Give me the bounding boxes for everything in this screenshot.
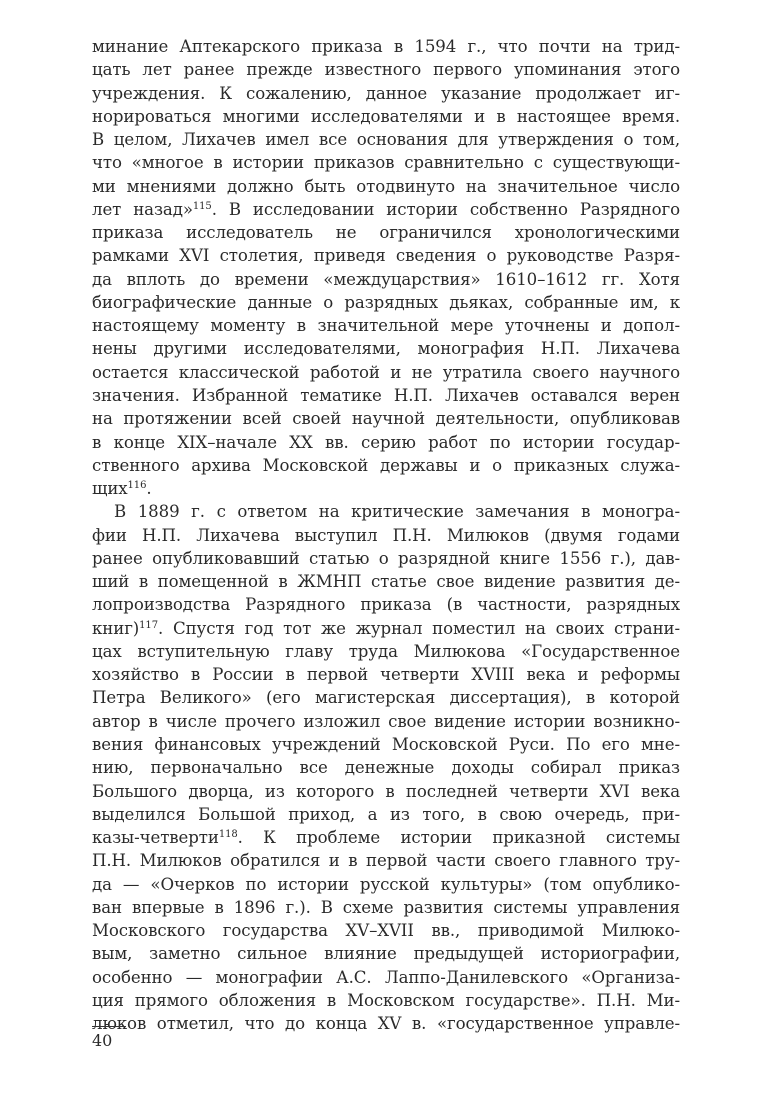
line-text: . К проблеме истории приказной системы bbox=[237, 828, 680, 848]
line-text: остается классической работой и не утратила своего научного bbox=[92, 362, 680, 382]
line-text: вения финансовых учреждений Московской Руси. По его мне- bbox=[92, 734, 680, 754]
line-text: да вплоть до времени «междуцарствия» 1610–1612 гг. Хотя bbox=[92, 269, 680, 289]
line-text: ция прямого обложения в Московском государстве». П.Н. Ми- bbox=[92, 990, 680, 1010]
line-text: лет назад» bbox=[92, 199, 193, 219]
text-line bbox=[92, 337, 680, 360]
text-line bbox=[92, 873, 680, 896]
line-text: цать лет ранее прежде известного первого упоминания этого bbox=[92, 60, 680, 80]
page-number: 40 bbox=[92, 1031, 113, 1050]
footnote-ref: 115 bbox=[192, 200, 212, 212]
line-text: . Спустя год тот же журнал поместил на своих страни- bbox=[157, 618, 680, 638]
text-line bbox=[92, 175, 680, 198]
line-text: особенно — монографии А.С. Лаппо-Данилевского «Организа- bbox=[92, 967, 680, 987]
text-line bbox=[92, 291, 680, 314]
line-text: . В исследовании истории собственно Разрядного bbox=[211, 199, 680, 219]
footnote-ref: 116 bbox=[127, 480, 147, 492]
line-text: ший в помещенной в ЖМНП статье свое видение развития де- bbox=[92, 572, 680, 592]
line-text: Петра Великого» (его магистерская диссертация), в которой bbox=[92, 688, 680, 708]
line-text: автор в числе прочего изложил свое видение истории возникно- bbox=[92, 711, 680, 731]
text-line bbox=[92, 686, 680, 709]
text-line bbox=[92, 500, 680, 523]
text-line bbox=[92, 710, 680, 733]
paragraph bbox=[92, 35, 680, 500]
text-line bbox=[92, 151, 680, 174]
page-number-rule bbox=[92, 1026, 126, 1027]
line-text: рамками XVI столетия, приведя сведения о руководстве Разря- bbox=[92, 246, 680, 266]
line-text: Московского государства XV–XVII вв., приводимой Милюко- bbox=[92, 921, 680, 941]
text-line bbox=[92, 407, 680, 430]
footnote-ref: 118 bbox=[218, 829, 238, 841]
line-text: лопроизводства Разрядного приказа (в частности, разрядных bbox=[92, 595, 680, 615]
text-line bbox=[92, 780, 680, 803]
line-text: щих bbox=[92, 479, 128, 499]
line-text: вым, заметно сильное влияние предыдущей историографии, bbox=[92, 944, 680, 964]
line-text: в конце XIX–начале XX вв. серию работ по истории государ- bbox=[92, 432, 680, 452]
line-text: В 1889 г. с ответом на критические замечания в моногра- bbox=[114, 502, 680, 522]
text-line bbox=[92, 640, 680, 663]
text-line bbox=[92, 35, 680, 58]
line-text: нены другими исследователями, монография Н.П. Лихачева bbox=[92, 339, 680, 359]
text-line bbox=[92, 756, 680, 779]
line-text: цах вступительную главу труда Милюкова «Государственное bbox=[92, 641, 680, 661]
text-line bbox=[92, 570, 680, 593]
text-line bbox=[92, 896, 680, 919]
text-line bbox=[92, 617, 680, 640]
text-line bbox=[92, 524, 680, 547]
line-text: В целом, Лихачев имел все основания для утверждения о том, bbox=[92, 130, 680, 150]
line-text: П.Н. Милюков обратился и в первой части своего главного тру- bbox=[92, 851, 680, 871]
body-text bbox=[92, 35, 680, 1035]
text-line bbox=[92, 454, 680, 477]
text-line bbox=[92, 268, 680, 291]
text-line bbox=[92, 58, 680, 81]
text-line bbox=[92, 105, 680, 128]
line-text: хозяйство в России в первой четверти XVIII века и реформы bbox=[92, 665, 680, 685]
line-text: настоящему моменту в значительной мере уточнены и допол- bbox=[92, 316, 680, 336]
line-text: люков отметил, что до конца XV в. «государственное управле- bbox=[92, 1014, 680, 1034]
line-text: приказа исследователь не ограничился хронологическими bbox=[92, 223, 680, 243]
text-line bbox=[92, 244, 680, 267]
line-text: учреждения. К сожалению, данное указание продолжает иг- bbox=[92, 83, 680, 103]
text-line bbox=[92, 361, 680, 384]
text-line bbox=[92, 919, 680, 942]
line-text: Большого дворца, из которого в последней четверти XVI века bbox=[92, 781, 680, 801]
footnote-ref: 117 bbox=[139, 619, 158, 631]
line-text: ственного архива Московской державы и о приказных служа- bbox=[92, 455, 680, 475]
text-line bbox=[92, 1012, 680, 1035]
line-text: ван впервые в 1896 г.). В схеме развития системы управления bbox=[92, 897, 680, 917]
line-text: книг) bbox=[92, 618, 140, 638]
paragraph bbox=[92, 500, 680, 1035]
text-line bbox=[92, 198, 680, 221]
text-line bbox=[92, 803, 680, 826]
line-text: казы-четверти bbox=[92, 828, 219, 848]
text-line bbox=[92, 384, 680, 407]
line-text: биографические данные о разрядных дьяках, собранные им, к bbox=[92, 292, 680, 312]
text-line bbox=[92, 221, 680, 244]
text-line bbox=[92, 82, 680, 105]
text-line bbox=[92, 431, 680, 454]
text-line bbox=[92, 663, 680, 686]
text-line bbox=[92, 826, 680, 849]
line-text: норироваться многими исследователями и в настоящее время. bbox=[92, 106, 680, 126]
text-line bbox=[92, 849, 680, 872]
text-line bbox=[92, 477, 680, 500]
line-text: фии Н.П. Лихачева выступил П.Н. Милюков (двумя годами bbox=[92, 525, 680, 545]
line-text: нию, первоначально все денежные доходы собирал приказ bbox=[92, 758, 680, 778]
line-text: значения. Избранной тематике Н.П. Лихачев оставался верен bbox=[92, 385, 680, 405]
line-text: выделился Большой приход, а из того, в свою очередь, при- bbox=[92, 804, 680, 824]
text-line bbox=[92, 733, 680, 756]
text-line bbox=[92, 989, 680, 1012]
text-line bbox=[92, 314, 680, 337]
text-line bbox=[92, 942, 680, 965]
text-line bbox=[92, 547, 680, 570]
text-line bbox=[92, 593, 680, 616]
line-text: что «многое в истории приказов сравнительно с существующи- bbox=[92, 153, 680, 173]
line-text: ранее опубликовавший статью о разрядной книге 1556 г.), дав- bbox=[92, 548, 680, 568]
line-text: минание Аптекарского приказа в 1594 г., что почти на трид- bbox=[92, 37, 680, 56]
text-line bbox=[92, 966, 680, 989]
line-text: на протяжении всей своей научной деятельности, опубликовав bbox=[92, 409, 680, 429]
line-text: ми мнениями должно быть отодвинуто на значительное число bbox=[92, 176, 680, 196]
text-line bbox=[92, 128, 680, 151]
line-text: да — «Очерков по истории русской культуры» (том опублико- bbox=[92, 874, 680, 894]
line-text: . bbox=[146, 479, 152, 499]
